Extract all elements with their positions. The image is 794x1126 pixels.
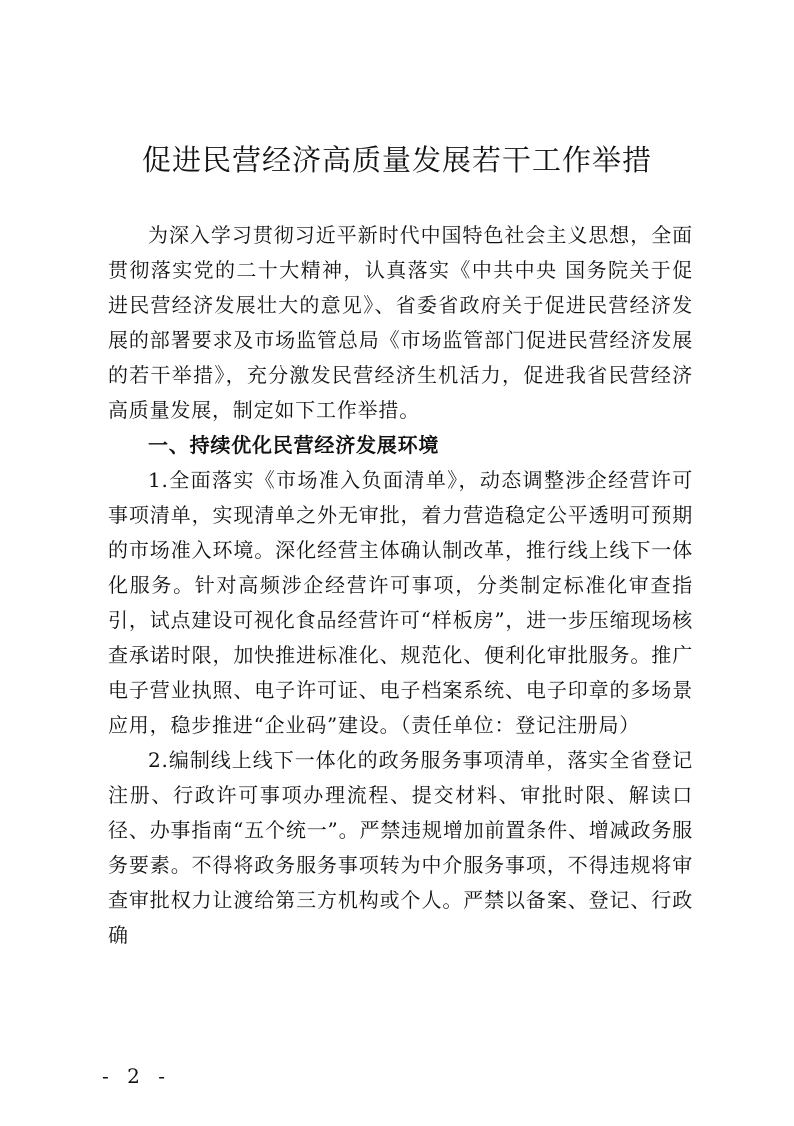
page-number: - 2 - xyxy=(102,1064,171,1088)
item-2-paragraph: 2.编制线上线下一体化的政务服务事项清单，落实全省登记注册、行政许可事项办理流程、提交材料、审批时限、解读口径、办事指南“五个统一”。严禁违规增加前置条件、增减政务服务要素。不得将政务服务事项转为中介服务事项，不得违规将审查审批权力让渡给第三方机构或个人。严禁以备案、登记、行政确 xyxy=(108,748,693,947)
intro-paragraph: 为深入学习贯彻习近平新时代中国特色社会主义思想，全面贯彻落实党的二十大精神，认真落实《中共中央 国务院关于促进民营经济发展壮大的意见》、省委省政府关于促进民营经济发展的部署要求及市场监管总局《市场监管部门促进民营经济发展的若干举措》，充分激发民营经济生机活力，促进我省民营经济高质量发展，制定如下工作举措。 xyxy=(108,223,693,422)
section-heading: 一、持续优化民营经济发展环境 xyxy=(148,433,440,457)
document-body xyxy=(108,218,693,953)
item-1-paragraph: 1.全面落实《市场准入负面清单》，动态调整涉企经营许可事项清单，实现清单之外无审批，着力营造稳定公平透明可预期的市场准入环境。深化经营主体确认制改革，推行线上线下一体化服务。针对高频涉企经营许可事项，分类制定标准化审查指引，试点建设可视化食品经营许可“样板房”，进一步压缩现场核查承诺时限，加快推进标准化、规范化、便利化审批服务。推广电子营业执照、电子许可证、电子档案系统、电子印章的多场景应用，稳步推进“企业码”建设。（责任单位：登记注册局） xyxy=(108,468,693,737)
document-title: 促进民营经济高质量发展若干工作举措 xyxy=(141,143,652,177)
